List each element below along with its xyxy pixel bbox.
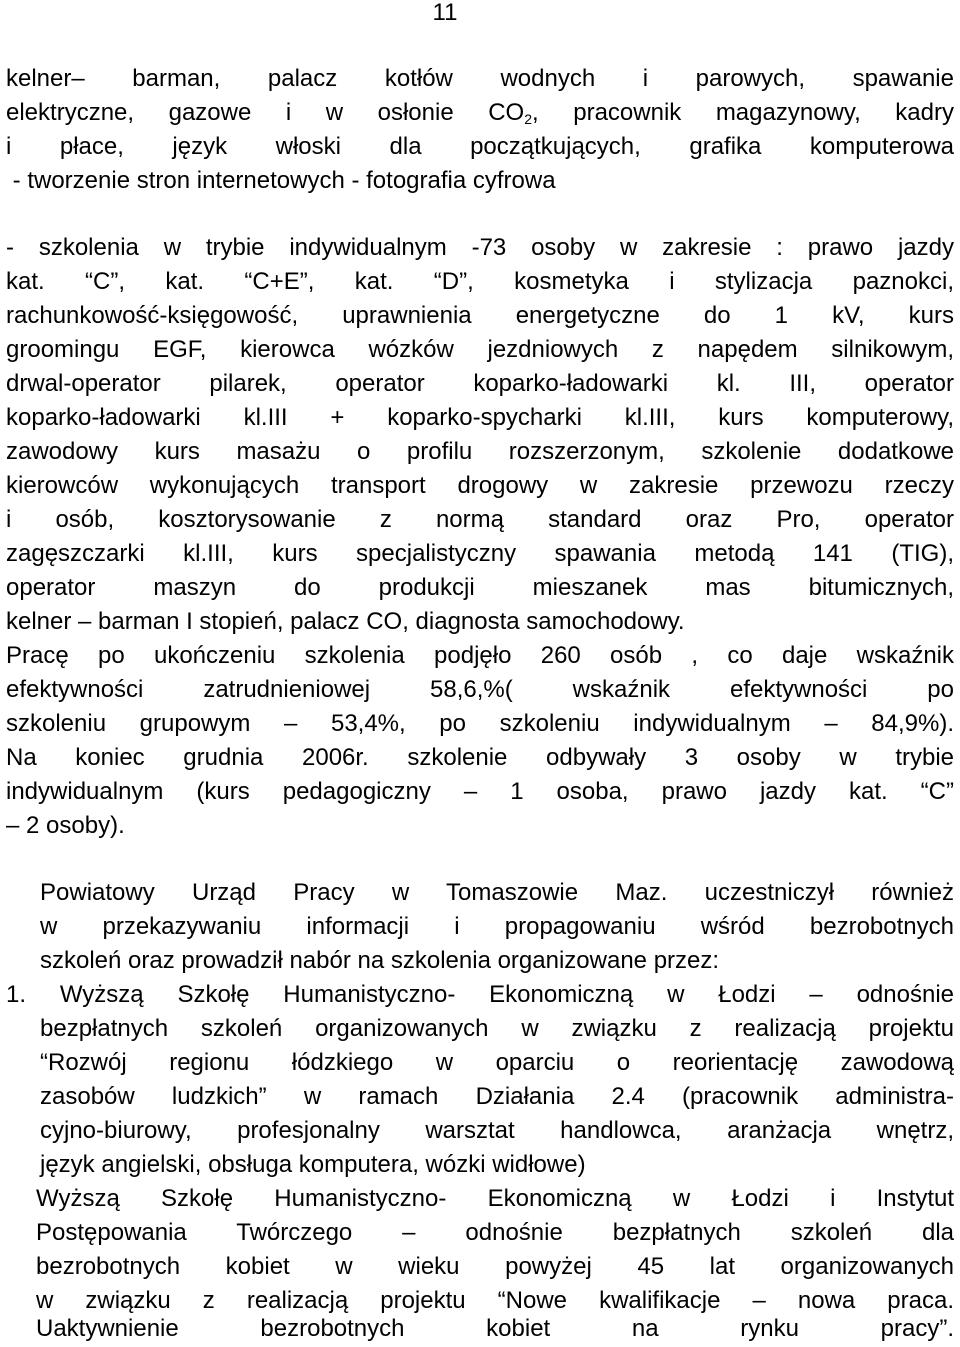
paragraph-line: kierowców wykonujących transport drogowy w zakresie przewozu rzeczy (6, 472, 954, 499)
text-fragment: , pracownik magazynowy, kadry (532, 99, 954, 126)
paragraph-line: i osób, kosztorysowanie z normą standard oraz Pro, operator (6, 506, 954, 533)
list-item-line: Uaktywnienie bezrobotnych kobiet na rynku pracy”. (36, 1315, 954, 1342)
list-item-line: w związku z realizacją projektu “Nowe kwalifikacje – nowa praca. (36, 1287, 954, 1314)
paragraph-line: w przekazywaniu informacji i propagowaniu wśród bezrobotnych (40, 913, 954, 940)
list-item-line: “Rozwój regionu łódzkiego w oparciu o reorientację zawodową (40, 1049, 954, 1076)
paragraph-line: – 2 osoby). (6, 812, 125, 839)
paragraph-line: koparko-ładowarki kl.III + koparko-spycharki kl.III, kurs komputerowy, (6, 404, 954, 431)
list-item-line: zasobów ludzkich” w ramach Działania 2.4 (pracownik administra- (40, 1083, 954, 1110)
paragraph-line: operator maszyn do produkcji mieszanek mas bitumicznych, (6, 574, 954, 601)
paragraph-line: - tworzenie stron internetowych - fotografia cyfrowa (6, 167, 556, 194)
list-item-line: język angielski, obsługa komputera, wózki widłowe) (40, 1151, 586, 1178)
paragraph-line: szkoleń oraz prowadził nabór na szkolenia organizowane przez: (40, 947, 720, 974)
paragraph-line: Powiatowy Urząd Pracy w Tomaszowie Maz. uczestniczył również (40, 879, 954, 906)
paragraph-line: drwal-operator pilarek, operator koparko-ładowarki kl. III, operator (6, 370, 954, 397)
list-item-line: Wyższą Szkołę Humanistyczno- Ekonomiczną w Łodzi i Instytut (36, 1185, 954, 1212)
list-item-line: 1. Wyższą Szkołę Humanistyczno- Ekonomiczną w Łodzi – odnośnie (6, 981, 954, 1008)
paragraph-line: Na koniec grudnia 2006r. szkolenie odbywały 3 osoby w trybie (6, 744, 954, 771)
paragraph-line (6, 98, 954, 128)
paragraph-line: indywidualnym (kurs pedagogiczny – 1 osoba, prawo jazdy kat. “C” (6, 778, 954, 805)
paragraph-line: kat. “C”, kat. “C+E”, kat. “D”, kosmetyka i stylizacja paznokci, (6, 268, 954, 295)
list-item-line: bezrobotnych kobiet w wieku powyżej 45 lat organizowanych (36, 1253, 954, 1280)
paragraph-line: zagęszczarki kl.III, kurs specjalistyczny spawania metodą 141 (TIG), (6, 540, 954, 567)
list-item-line: cyjno-biurowy, profesjonalny warsztat handlowca, aranżacja wnętrz, (40, 1117, 954, 1144)
paragraph-line: groomingu EGF, kierowca wózków jezdniowych z napędem silnikowym, (6, 336, 954, 363)
paragraph-line: kelner – barman I stopień, palacz CO, diagnosta samochodowy. (6, 608, 685, 635)
paragraph-line: - szkolenia w trybie indywidualnym -73 osoby w zakresie : prawo jazdy (6, 234, 954, 261)
paragraph-line: rachunkowość-księgowość, uprawnienia energetyczne do 1 kV, kurs (6, 302, 954, 329)
paragraph-line: kelner– barman, palacz kotłów wodnych i parowych, spawanie (6, 65, 954, 92)
paragraph-line: szkoleniu grupowym – 53,4%, po szkoleniu indywidualnym – 84,9%). (6, 710, 954, 737)
list-item-line: Postępowania Twórczego – odnośnie bezpłatnych szkoleń dla (36, 1219, 954, 1246)
subscript: 2 (524, 111, 533, 127)
list-item-line: bezpłatnych szkoleń organizowanych w związku z realizacją projektu (40, 1015, 954, 1042)
page-number: 11 (432, 0, 458, 26)
paragraph-line: efektywności zatrudnieniowej 58,6,%( wskaźnik efektywności po (6, 676, 954, 703)
paragraph-line: Pracę po ukończeniu szkolenia podjęło 260 osób , co daje wskaźnik (6, 642, 954, 669)
paragraph-line: i płace, język włoski dla początkujących, grafika komputerowa (6, 133, 954, 160)
text-fragment: elektryczne, gazowe i w osłonie CO (6, 99, 525, 126)
paragraph-line: zawodowy kurs masażu o profilu rozszerzonym, szkolenie dodatkowe (6, 438, 954, 465)
